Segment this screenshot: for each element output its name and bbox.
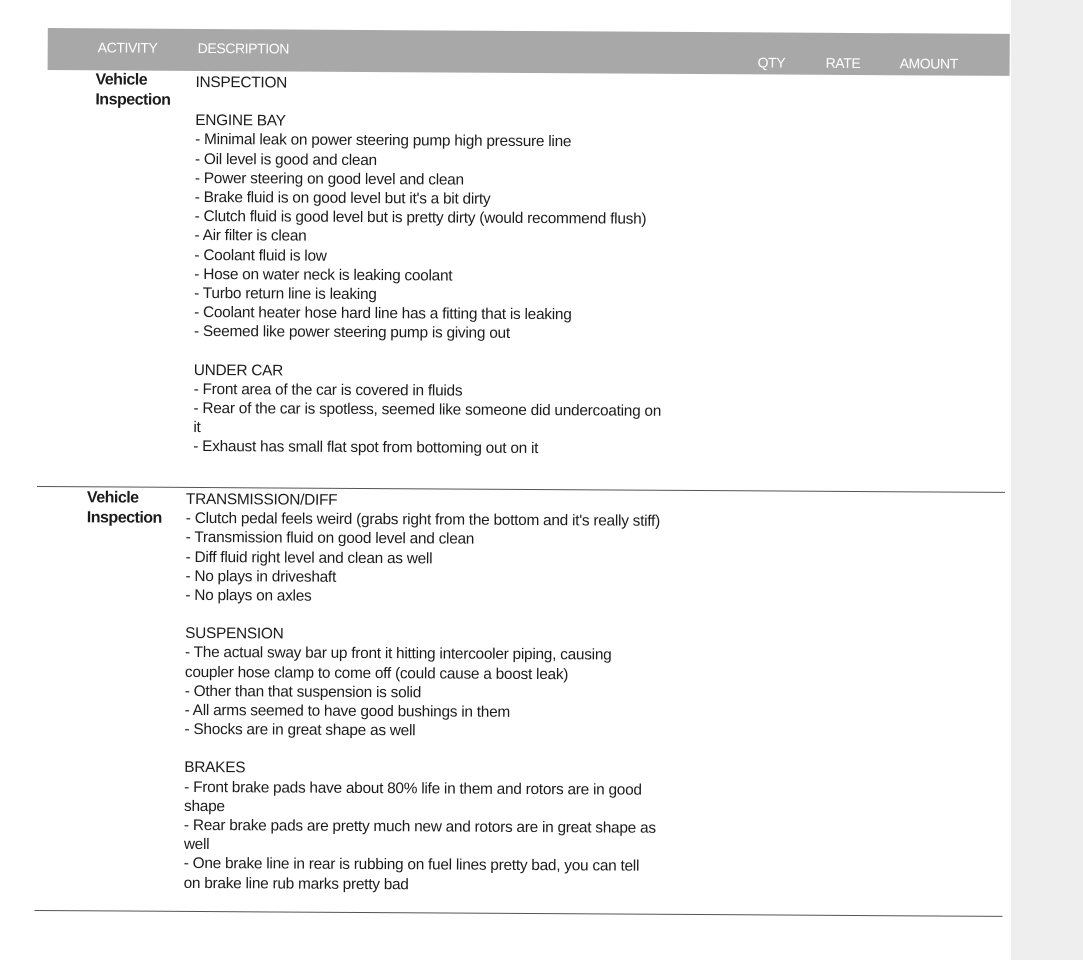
list-item: - Clutch fluid is good level but is pretty dirty (would recommend flush) — [194, 208, 647, 228]
header-rate: RATE — [825, 54, 861, 72]
list-item: - Brake fluid is on good level but it's a bit dirty — [194, 188, 491, 208]
list-item: - Front brake pads have about 80% life in them and rotors are in good shape — [184, 778, 642, 815]
list-item: - Diff fluid right level and clean as well — [185, 548, 433, 568]
section-inspection — [195, 73, 670, 95]
invoice-sheet — [34, 0, 1011, 966]
section-transmission-diff — [185, 490, 661, 608]
list-item: - Oil level is good and clean — [194, 150, 377, 169]
list-item: - No plays on axles — [185, 586, 312, 605]
description-cell — [193, 73, 670, 460]
section-engine-bay — [194, 111, 670, 344]
section-title: BRAKES — [184, 759, 246, 777]
list-item: - Transmission fluid on good level and clean — [185, 529, 475, 549]
row-divider — [34, 910, 1002, 917]
list-item: - Clutch pedal feels weird (grabs right from the bottom and it's really stiff) — [185, 510, 661, 530]
section-suspension — [184, 624, 660, 742]
section-under-car — [193, 361, 669, 460]
list-item: - Rear of the car is spotless, seemed like someone did undercoating on it — [193, 399, 662, 437]
header-activity: ACTIVITY — [97, 39, 158, 56]
list-item: - Rear brake pads are pretty much new and rotors are in great shape as well — [183, 816, 656, 854]
list-item: - Shocks are in great shape as well — [184, 721, 416, 740]
section-brakes — [184, 758, 660, 895]
list-item: - Seemed like power steering pump is giving out — [193, 323, 510, 343]
activity-cell: Vehicle Inspection — [86, 489, 162, 527]
list-item: - Other than that suspension is solid — [184, 682, 422, 702]
section-title: TRANSMISSION/DIFF — [185, 490, 338, 509]
list-item: - No plays in driveshaft — [185, 567, 337, 586]
description-cell — [184, 490, 661, 896]
list-item: - Front area of the car is covered in fluids — [193, 380, 463, 400]
header-description: DESCRIPTION — [197, 39, 290, 57]
section-title: SUSPENSION — [185, 625, 284, 643]
header-amount: AMOUNT — [899, 55, 958, 72]
page-margin — [1011, 0, 1083, 960]
list-item: - Minimal leak on power steering pump high pressure line — [195, 131, 572, 151]
list-item: - Coolant heater hose hard line has a fitting that is leaking — [194, 304, 572, 324]
list-item: - Air filter is clean — [194, 227, 307, 246]
list-item: - One brake line in rear is rubbing on fuel lines pretty bad, you can tell on brake line rub marks pretty bad — [183, 855, 640, 893]
activity-cell: Vehicle Inspection — [95, 71, 171, 109]
section-title: INSPECTION — [195, 73, 288, 92]
section-title: UNDER CAR — [193, 361, 284, 380]
list-item: - Coolant fluid is low — [194, 246, 327, 265]
list-item: - The actual sway bar up front it hitting intercooler piping, causing coupler hose clamp to come off (could cause a boost leak) — [184, 644, 612, 683]
list-item: - All arms seemed to have good bushings in them — [184, 701, 511, 721]
table-header — [48, 28, 1010, 76]
section-title: ENGINE BAY — [195, 112, 286, 130]
header-qty: QTY — [757, 54, 786, 71]
list-item: - Hose on water neck is leaking coolant — [194, 265, 453, 285]
list-item: - Turbo return line is leaking — [194, 284, 377, 304]
list-item: - Exhaust has small flat spot from bottoming out on it — [193, 438, 539, 458]
list-item: - Power steering on good level and clean — [194, 169, 464, 189]
